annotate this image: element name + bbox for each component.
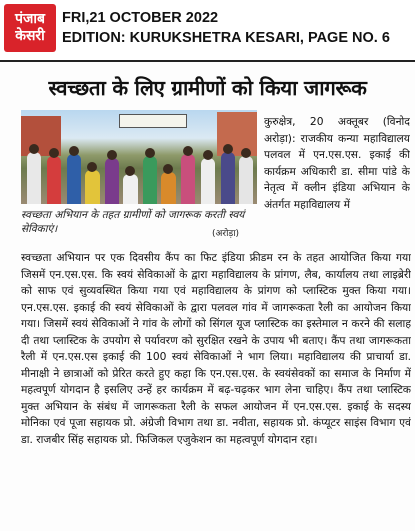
logo-line-2: केसरी [15, 28, 45, 44]
photo-credit: (अरोड़ा) [212, 229, 240, 239]
logo-line-1: पंजाब [15, 11, 45, 27]
news-clipping [0, 60, 415, 531]
edition-meta [62, 8, 415, 48]
edition-info: EDITION: KURUKSHETRA KESARI, PAGE NO. 6 [62, 30, 390, 46]
photo-banner [119, 114, 187, 128]
article-lead-column: कुरुक्षेत्र, 20 अक्तूबर (विनोद अरोड़ा): राजकीय कन्या महाविद्यालय पलवल में एन.एस.एस. इकाई की कार्यक्रम अधिकारी डा. सीमा पांडे के नेतृत्व में क्लीन इंडिया अभियान के अंतर्गत महाविद्यालय में [264, 115, 410, 211]
article-headline: स्वच्छता के लिए ग्रामीणों को किया जागरूक [48, 76, 367, 100]
article-photo [21, 110, 257, 204]
photo-caption: स्वच्छता अभियान के तहत ग्रामीणों को जागरूक करती स्वयं सेविकाएं। [21, 209, 245, 235]
page-header [0, 0, 415, 58]
publication-date: FRI,21 OCTOBER 2022 [62, 10, 219, 26]
article-body: स्वच्छता अभियान पर एक दिवसीय कैंप का फिट इंडिया फ्रीडम रन के तहत आयोजित किया गया जिसमें एन.एस.एस. कि स्वयं सेविकाओं के द्वारा महाविद्यालय के प्रांगण, लैब, कार्यालय तथा लाइब्रेरी को साफ एवं सुव्यवस्थित किया गया एवं महाविद्यालय के प्रांगण को प्लास्टिक मुक्त किया गया। एन.एस.एस. इकाई की स्वयं सेविकाओं के द्वारा पलवल गांव में जागरूकता रैली का आयोजन किया गया। जिसमें स्वयं सेविकाओं ने गांव के लोगों को सिंगल यूज प्लास्टिक का इस्तेमाल न करने की सलाह दी तथा प्लास्टिक के उपयोग से पर्यावरण को सुरक्षित रखने के उपाय भी बताए। कैंप तथा जागरूकता रैली में एन.एस.एस इकाई की 100 स्वयं सेविकाओं ने भाग लिया। महाविद्यालय की प्राचार्या डा. मीनाक्षी ने छात्राओं को प्रेरित करते हुए कहा कि एन.एस.एस. के स्वयंसेवकों का समाज के निर्माण में महत्वपूर्ण योगदान है इसलिए उन्हें हर कार्यक्रम में बढ़-चढ़कर भाग लेना चाहिए। कैंप तथा प्लास्टिक मुक्त अभियान के संबंध में जागरूकता रैली के सफल आयोजन में एन.एस.एस. इकाई के सदस्य मोनिका एवं पूजा सहायक प्रो. अंग्रेजी विभाग तथा डा. नवीता, सहायक प्रो. कंप्यूटर साइंस विभाग एवं डा. राजबीर सिंह सहायक प्रो. फिजिकल एजुकेशन का महत्वपूर्ण योगदान रहा। [21, 251, 411, 446]
punjab-kesari-logo [4, 4, 56, 52]
